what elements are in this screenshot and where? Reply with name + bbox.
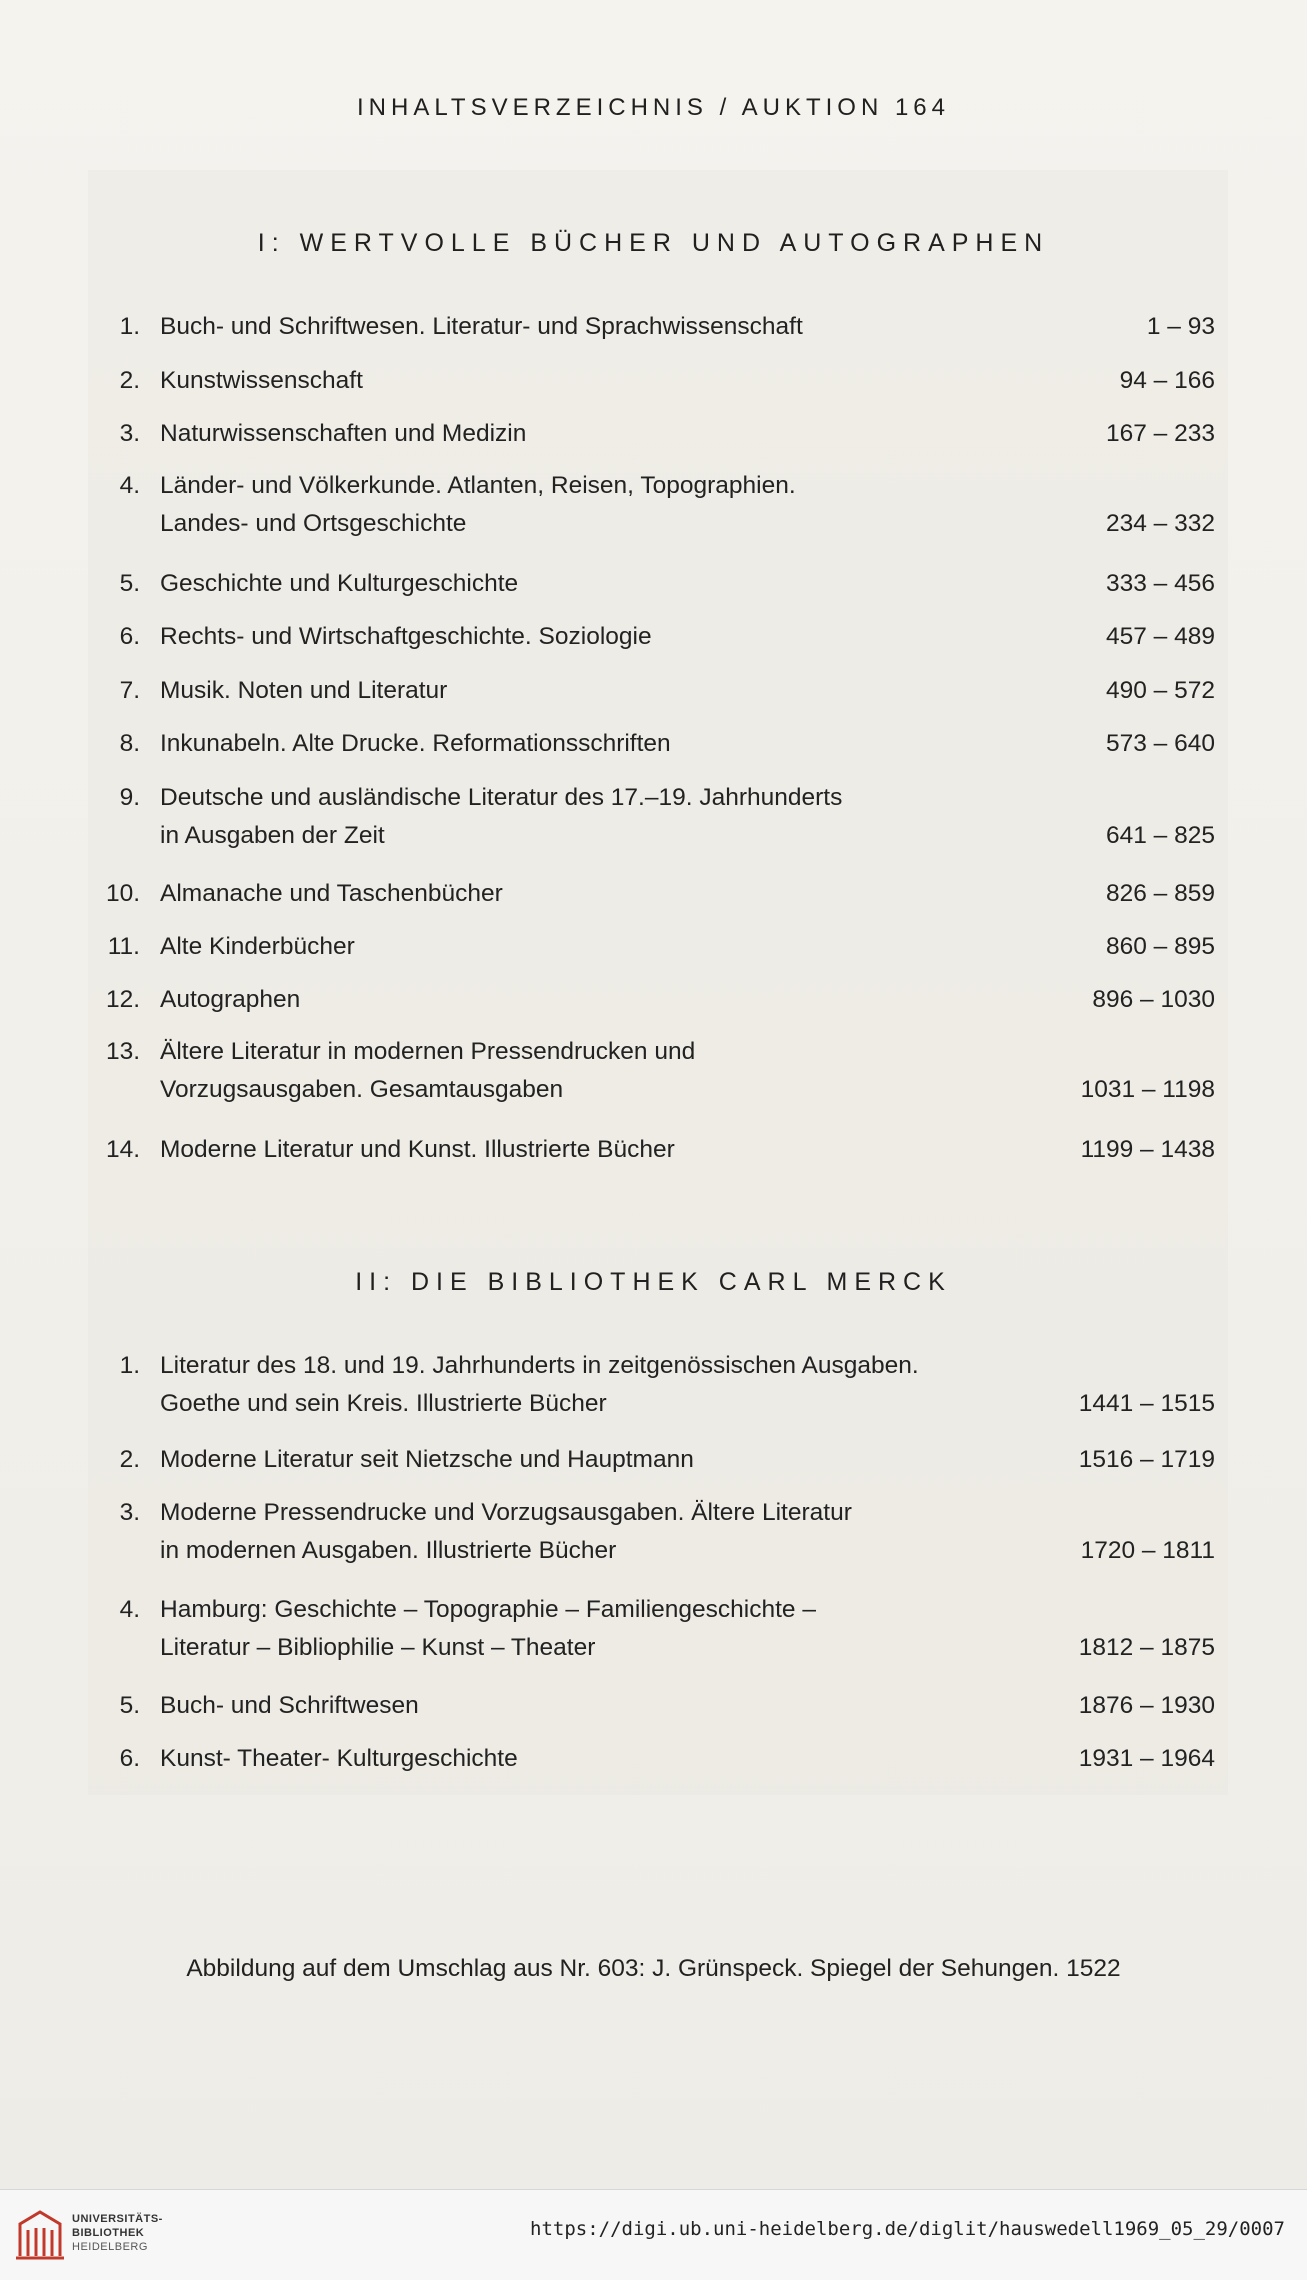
entry-number: 6. [119,623,140,650]
logo-line: UNIVERSITÄTS- [72,2213,163,2225]
entry-number: 3. [119,1499,140,1526]
entry-range: 1876 – 1930 [1078,1692,1215,1719]
entry-title: Alte Kinderbücher [160,933,355,960]
entry-number: 13. [105,1038,140,1065]
logo-line: HEIDELBERG [72,2241,148,2253]
entry-number: 9. [119,784,140,811]
entry-title-continued: Literatur – Bibliophilie – Kunst – Theater [160,1634,596,1661]
entry-range: 896 – 1030 [1092,986,1215,1013]
entry-range: 826 – 859 [1106,880,1215,907]
entry-title: Almanache und Taschenbücher [160,880,503,907]
document-url-link[interactable]: https://digi.ub.uni-heidelberg.de/diglit/hauswedell1969_05_29/0007 [530,2218,1285,2240]
entry-title: Hamburg: Geschichte – Topographie – Familiengeschichte – [160,1596,816,1623]
entry-range: 1 – 93 [1146,313,1215,340]
entry-number: 2. [119,1446,140,1473]
entry-number: 14. [105,1136,140,1163]
entry-number: 1. [119,313,140,340]
entry-title-continued: in modernen Ausgaben. Illustrierte Bücher [160,1537,617,1564]
entry-range: 457 – 489 [1106,623,1215,650]
entry-number: 5. [119,570,140,597]
entry-title: Autographen [160,986,301,1013]
entry-range: 234 – 332 [1106,510,1215,537]
entry-title: Literatur des 18. und 19. Jahrhunderts in zeitgenössischen Ausgaben. [160,1352,919,1379]
entry-title: Rechts- und Wirtschaftgeschichte. Soziologie [160,623,652,650]
entry-number: 11. [107,933,140,960]
entry-title: Inkunabeln. Alte Drucke. Reformationsschriften [160,730,671,757]
entry-number: 7. [119,677,140,704]
entry-number: 12. [105,986,140,1013]
entry-range: 1516 – 1719 [1078,1446,1215,1473]
logo-line: BIBLIOTHEK [72,2227,145,2239]
entry-title: Buch- und Schriftwesen. Literatur- und Sprachwissenschaft [160,313,803,340]
entry-number: 2. [119,367,140,394]
entry-range: 573 – 640 [1106,730,1215,757]
entry-title: Naturwissenschaften und Medizin [160,420,527,447]
library-logo[interactable] [14,2206,164,2266]
entry-range: 860 – 895 [1106,933,1215,960]
entry-range: 333 – 456 [1106,570,1215,597]
section-title-2: II: DIE BIBLIOTHEK CARL MERCK [355,1268,952,1296]
entry-number: 4. [119,472,140,499]
entry-title-continued: Goethe und sein Kreis. Illustrierte Bücher [160,1390,607,1417]
entry-title: Moderne Literatur und Kunst. Illustrierte Bücher [160,1136,675,1163]
entry-title-continued: Landes- und Ortsgeschichte [160,510,467,537]
entry-title: Moderne Pressendrucke und Vorzugsausgaben. Ältere Literatur [160,1499,852,1526]
entry-title: Musik. Noten und Literatur [160,677,448,704]
entry-range: 641 – 825 [1106,822,1215,849]
entry-title-continued: Vorzugsausgaben. Gesamtausgaben [160,1076,564,1103]
entry-range: 1720 – 1811 [1080,1537,1215,1564]
section-title-1: I: WERTVOLLE BÜCHER UND AUTOGRAPHEN [257,229,1050,257]
entry-range: 1812 – 1875 [1078,1634,1215,1661]
entry-title: Geschichte und Kulturgeschichte [160,570,519,597]
entry-range: 490 – 572 [1106,677,1215,704]
entry-number: 10. [105,880,140,907]
entry-number: 1. [119,1352,140,1379]
cover-illustration-caption: Abbildung auf dem Umschlag aus Nr. 603: J. Grünspeck. Spiegel der Sehungen. 1522 [186,1955,1121,1982]
entry-title: Länder- und Völkerkunde. Atlanten, Reisen, Topographien. [160,472,796,499]
entry-title: Buch- und Schriftwesen [160,1692,419,1719]
entry-range: 1031 – 1198 [1080,1076,1215,1103]
entry-number: 4. [119,1596,140,1623]
entry-title: Kunst- Theater- Kulturgeschichte [160,1745,518,1772]
entry-number: 5. [119,1692,140,1719]
entry-number: 8. [119,730,140,757]
entry-number: 3. [119,420,140,447]
entry-range: 1199 – 1438 [1080,1136,1215,1163]
entry-range: 167 – 233 [1106,420,1215,447]
entry-range: 1441 – 1515 [1078,1390,1215,1417]
entry-title-continued: in Ausgaben der Zeit [160,822,385,849]
entry-title: Moderne Literatur seit Nietzsche und Hauptmann [160,1446,694,1473]
entry-title: Ältere Literatur in modernen Pressendrucken und [160,1038,696,1065]
library-logo-text [72,2212,163,2254]
entry-title: Kunstwissenschaft [160,367,363,394]
entry-range: 94 – 166 [1119,367,1215,394]
entry-range: 1931 – 1964 [1078,1745,1215,1772]
entry-title: Deutsche und ausländische Literatur des 17.–19. Jahrhunderts [160,784,843,811]
page-header: INHALTSVERZEICHNIS / AUKTION 164 [357,94,950,121]
library-building-icon [14,2206,66,2262]
entry-number: 6. [119,1745,140,1772]
